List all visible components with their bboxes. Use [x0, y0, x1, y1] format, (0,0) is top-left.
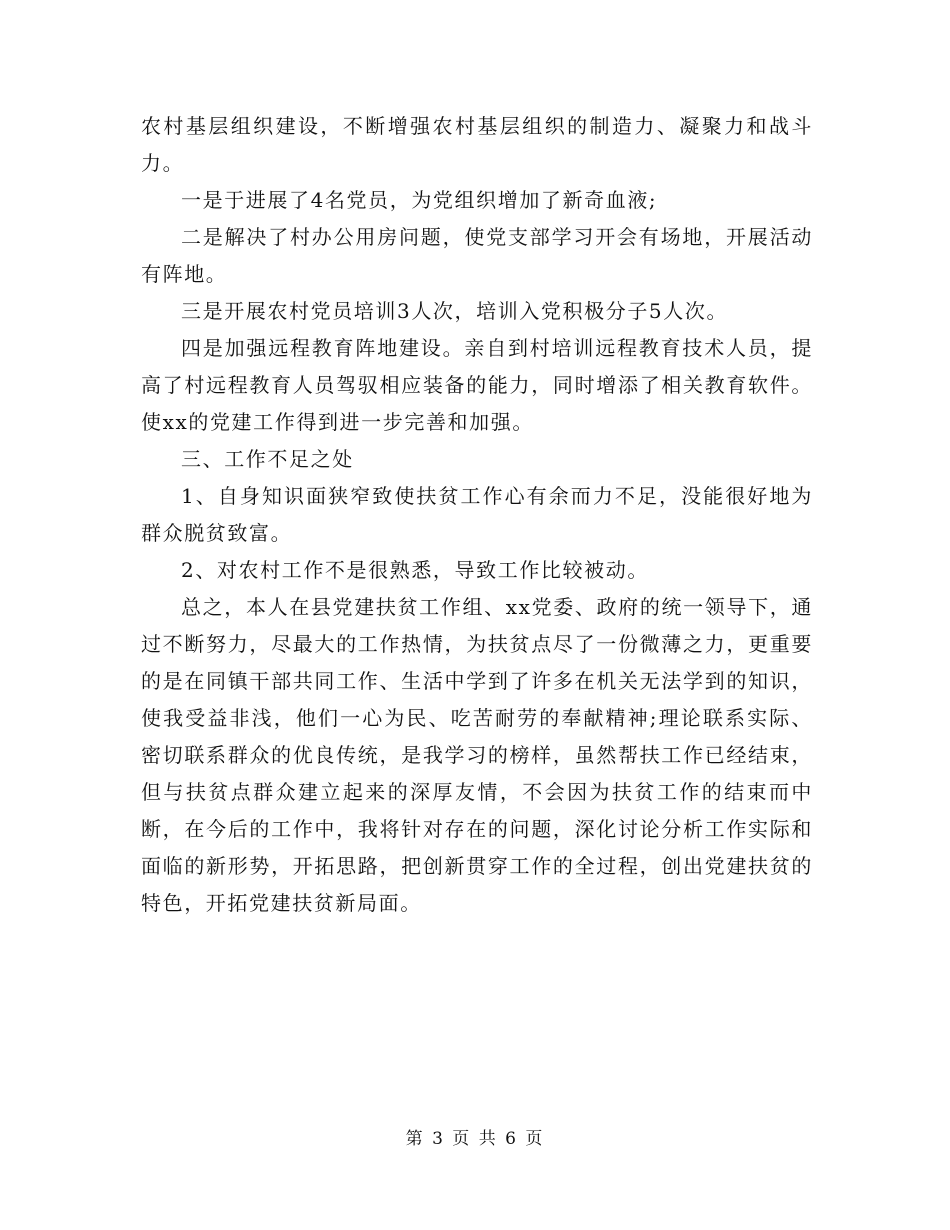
paragraph-shortcoming-two: 2、对农村工作不是很熟悉，导致工作比较被动。	[181, 558, 649, 582]
paragraph-summary: 总之，本人在县党建扶贫工作组、xx党委、政府的统一领导下，通过不断努力，尽最大的工作热情，为扶贫点尽了一份微薄之力，更重要的是在同镇干部共同工作、生活中学到了许多在机关无法学到的知识，使我受益非浅，他们一心为民、吃苦耐劳的奉献精神;理论联系实际、密切联系群众的优良传统，是我学习的榜样，虽然帮扶工作已经结束，但与扶贫点群众建立起来的深厚友情，不会因为扶贫工作的结束而中断，在今后的工作中，我将针对存在的问题，深化讨论分析工作实际和面临的新形势，开拓思路，把创新贯穿工作的全过程，创出党建扶贫的特色，开拓党建扶贫新局面。	[141, 595, 813, 915]
section-heading-shortcomings: 三、工作不足之处	[181, 447, 354, 471]
page-number-footer: 第 3 页 共 6 页	[405, 1129, 545, 1149]
paragraph-item-one: 一是于进展了4名党员，为党组织增加了新奇血液;	[181, 188, 658, 212]
paragraph-item-two: 二是解决了村办公用房问题，使党支部学习开会有场地，开展活动有阵地。	[141, 225, 813, 286]
paragraph-continuation: 农村基层组织建设，不断增强农村基层组织的制造力、凝聚力和战斗力。	[141, 114, 813, 175]
paragraph-item-three: 三是开展农村党员培训3人次，培训入党积极分子5人次。	[181, 299, 729, 323]
document-body	[141, 108, 813, 922]
paragraph-item-four: 四是加强远程教育阵地建设。亲自到村培训远程教育技术人员，提高了村远程教育人员驾驭相应装备的能力，同时增添了相关教育软件。使xx的党建工作得到进一步完善和加强。	[141, 336, 813, 434]
paragraph-shortcoming-one: 1、自身知识面狭窄致使扶贫工作心有余而力不足，没能很好地为群众脱贫致富。	[141, 484, 813, 545]
